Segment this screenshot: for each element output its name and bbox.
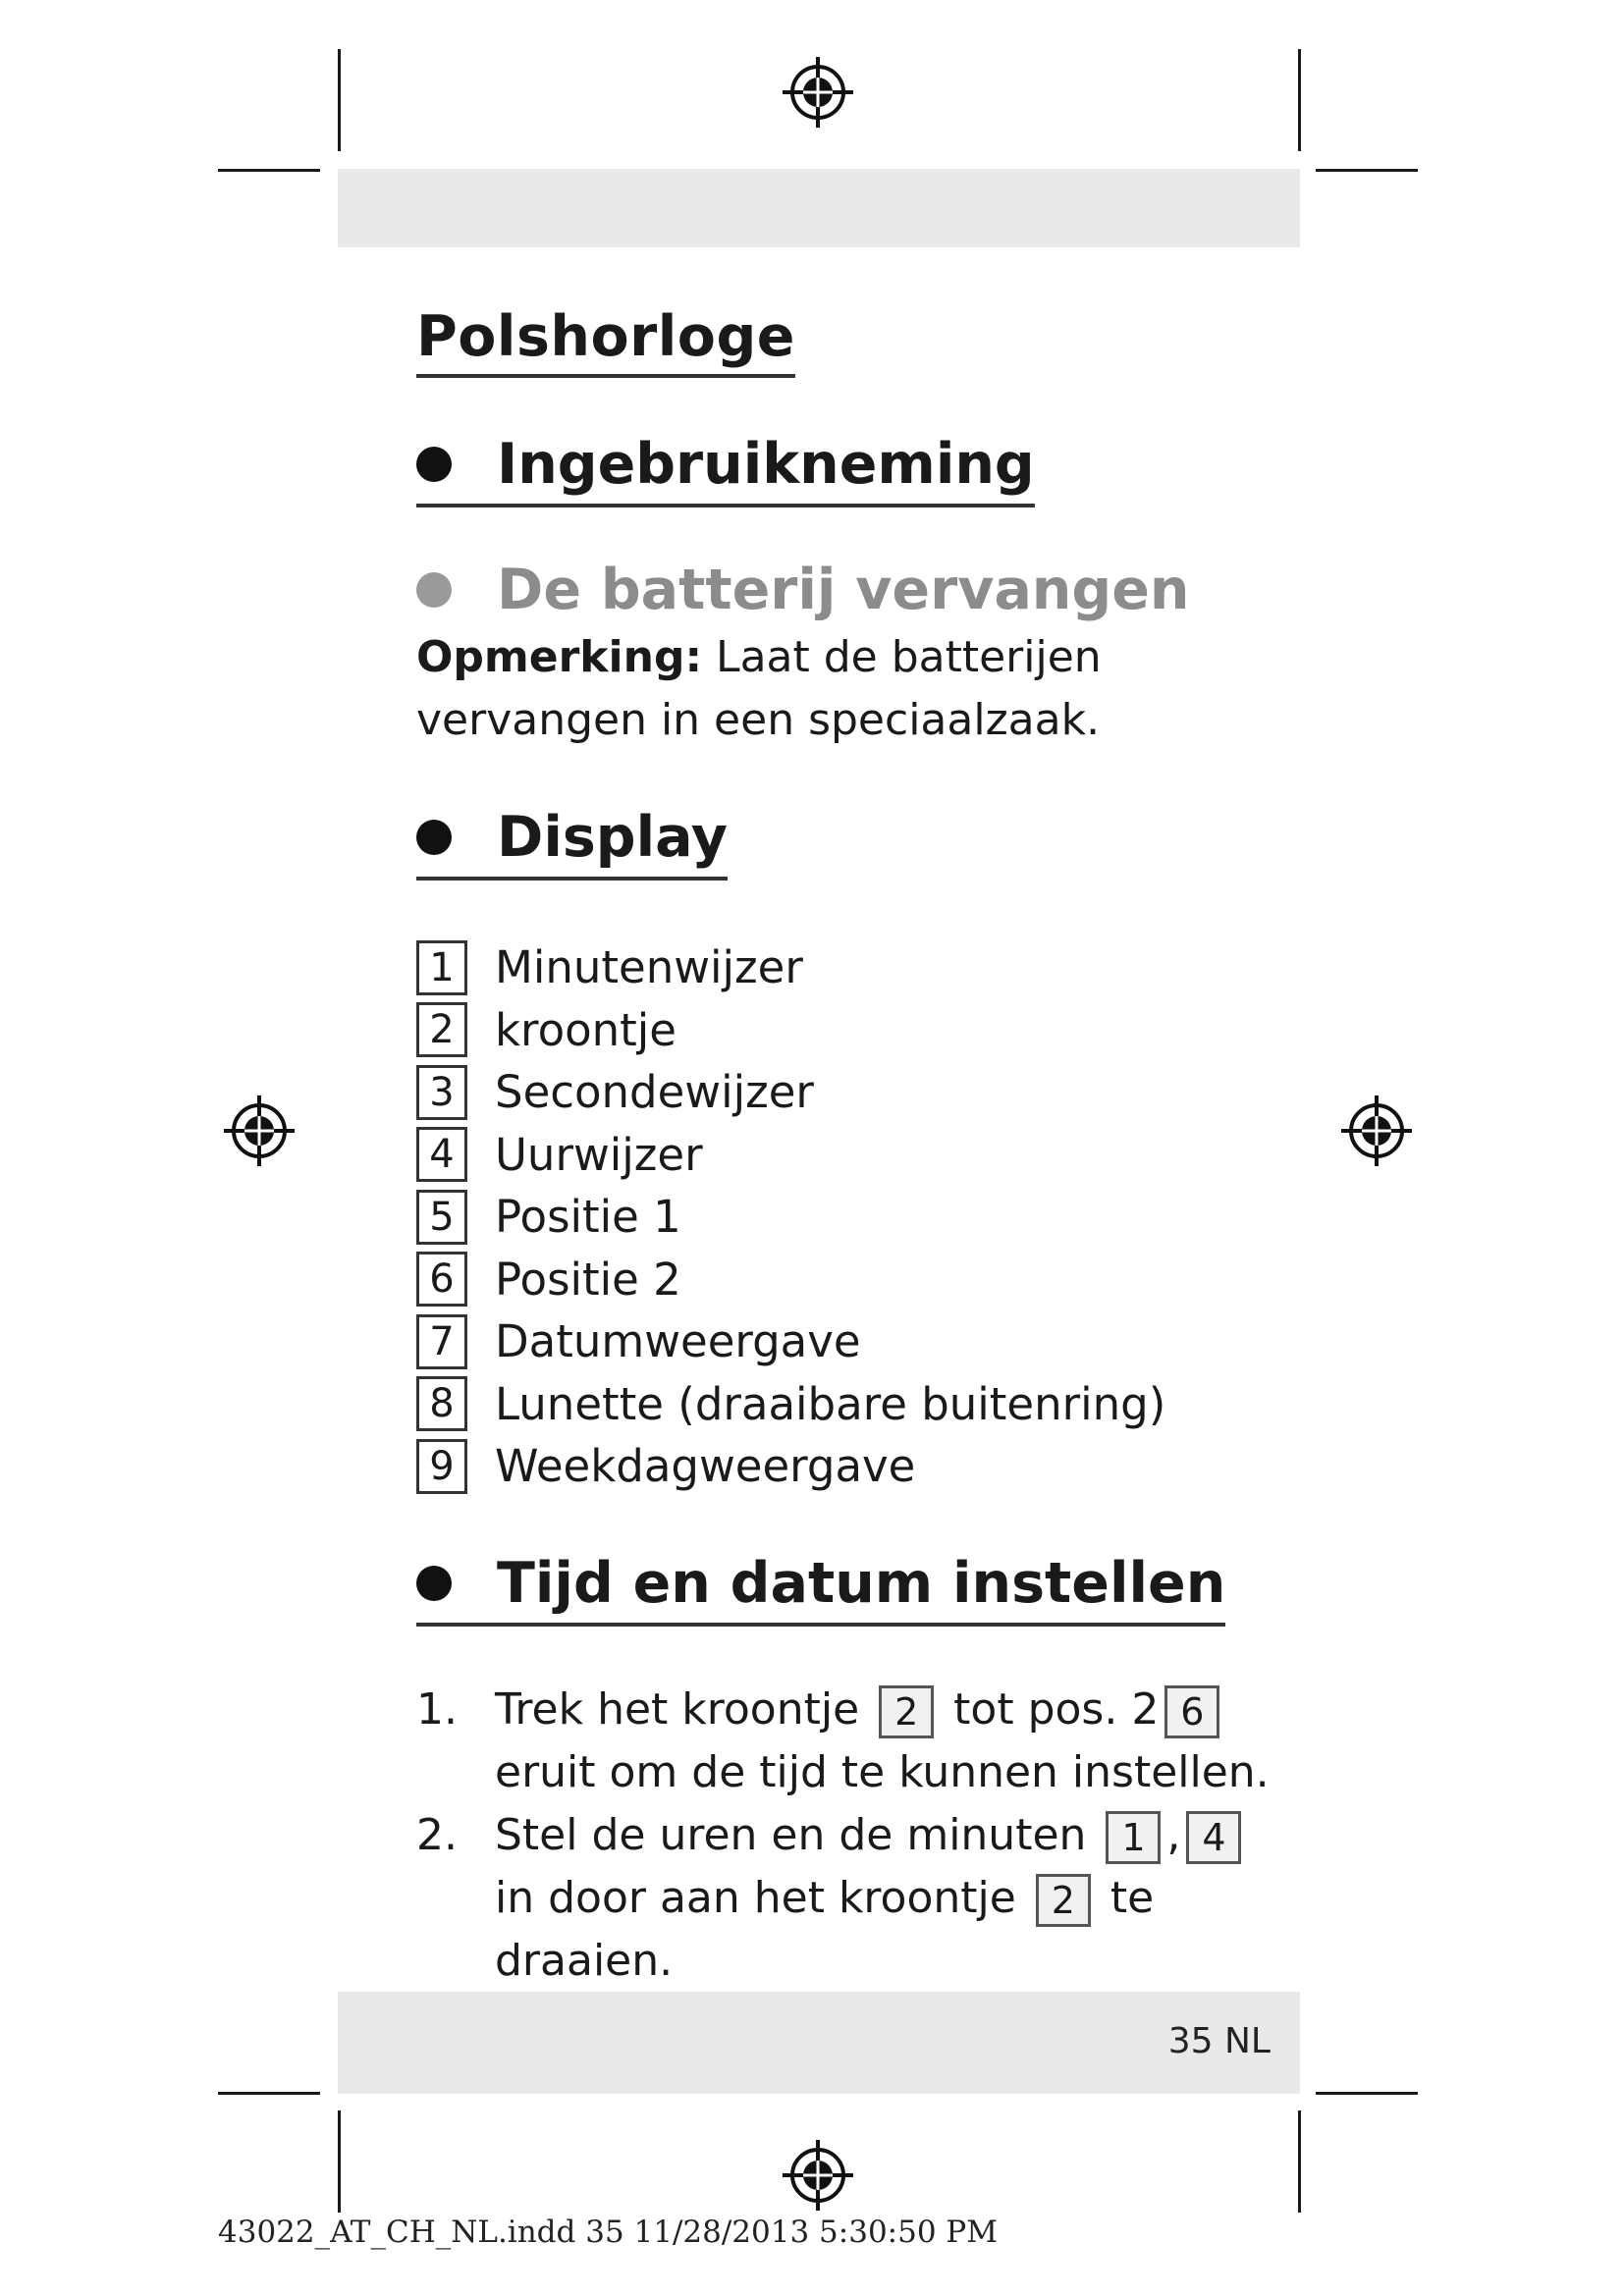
reference-box: 6 (1164, 1685, 1219, 1738)
reference-box: 1 (1106, 1811, 1161, 1864)
item-label: Secondewijzer (495, 1066, 814, 1119)
crop-mark (1316, 2092, 1418, 2095)
step-item (416, 1679, 1280, 1804)
item-number: 8 (416, 1376, 467, 1431)
list-item (416, 1061, 1165, 1124)
section-heading-time-date (416, 1553, 1225, 1627)
item-number: 7 (416, 1314, 467, 1369)
registration-mark-icon (1341, 1095, 1412, 1166)
step-text-part: eruit om de tijd te kunnen instellen. (495, 1747, 1270, 1797)
step-text-part: tot pos. 2 (953, 1684, 1160, 1735)
section-heading-text: Ingebruikneming (497, 432, 1035, 497)
item-number: 3 (416, 1065, 467, 1120)
step-text (495, 1804, 1280, 1993)
reference-box: 2 (879, 1685, 934, 1738)
item-number: 6 (416, 1252, 467, 1307)
item-label: Weekdagweergave (495, 1440, 916, 1493)
item-number: 2 (416, 1002, 467, 1057)
step-text-part: Trek het kroontje (495, 1684, 860, 1735)
section-heading-text: Display (497, 805, 728, 870)
item-number: 4 (416, 1127, 467, 1182)
reference-box: 4 (1186, 1811, 1241, 1864)
crop-mark (338, 49, 341, 151)
item-label: Uurwijzer (495, 1128, 703, 1181)
registration-mark-icon (783, 57, 853, 128)
note-text: Laat de batterijen vervangen in een speciaalzaak. (416, 632, 1102, 745)
display-parts-list (416, 936, 1165, 1498)
page-title: Polshorloge (416, 306, 795, 378)
header-band (338, 169, 1300, 247)
note-label: Opmerking: (416, 632, 703, 682)
list-item (416, 1310, 1165, 1373)
step-text-part: in door aan het kroontje (495, 1873, 1016, 1923)
bullet-icon (416, 820, 452, 855)
bullet-icon (416, 447, 452, 482)
step-text (495, 1679, 1270, 1804)
section-heading-text: Tijd en datum instellen (497, 1551, 1226, 1616)
section-heading-display (416, 807, 728, 881)
item-number: 9 (416, 1439, 467, 1494)
crop-mark (1298, 49, 1301, 151)
list-item (416, 1249, 1165, 1311)
separator: , (1166, 1810, 1181, 1860)
crop-mark (338, 2110, 341, 2213)
item-label: Minutenwijzer (495, 941, 803, 994)
file-slug: 43022_AT_CH_NL.indd 35 11/28/2013 5:30:50 PM (218, 2215, 999, 2250)
registration-mark-icon (224, 1095, 295, 1166)
step-number: 2. (416, 1810, 458, 1860)
item-label: Positie 2 (495, 1253, 681, 1306)
subsection-heading-text: De batterij vervangen (497, 558, 1190, 622)
list-item (416, 1124, 1165, 1187)
instruction-steps (416, 1679, 1280, 1993)
section-heading-commissioning (416, 434, 1035, 507)
list-item (416, 1186, 1165, 1249)
footer-band (338, 1992, 1300, 2094)
item-number: 5 (416, 1190, 467, 1245)
list-item (416, 936, 1165, 999)
step-text-part: Stel de uren en de minuten (495, 1810, 1087, 1860)
step-number: 1. (416, 1684, 458, 1735)
item-number: 1 (416, 940, 467, 995)
list-item (416, 1435, 1165, 1498)
item-label: kroontje (495, 1003, 677, 1056)
registration-mark-icon (783, 2140, 853, 2211)
note-paragraph (416, 626, 1221, 752)
crop-mark (1316, 169, 1418, 172)
step-item (416, 1804, 1280, 1993)
bullet-icon (416, 1566, 452, 1601)
subsection-heading-battery (416, 560, 1189, 621)
crop-mark (218, 169, 320, 172)
step-text-part: te draaien. (495, 1873, 1155, 1986)
page-number: 35 NL (1167, 2021, 1271, 2061)
item-label: Lunette (draaibare buitenring) (495, 1377, 1166, 1430)
crop-mark (218, 2092, 320, 2095)
list-item (416, 999, 1165, 1062)
item-label: Positie 1 (495, 1191, 681, 1244)
bullet-icon (416, 572, 452, 608)
item-label: Datumweergave (495, 1315, 861, 1368)
crop-mark (1298, 2110, 1301, 2213)
reference-box: 2 (1036, 1874, 1091, 1927)
list-item (416, 1373, 1165, 1436)
